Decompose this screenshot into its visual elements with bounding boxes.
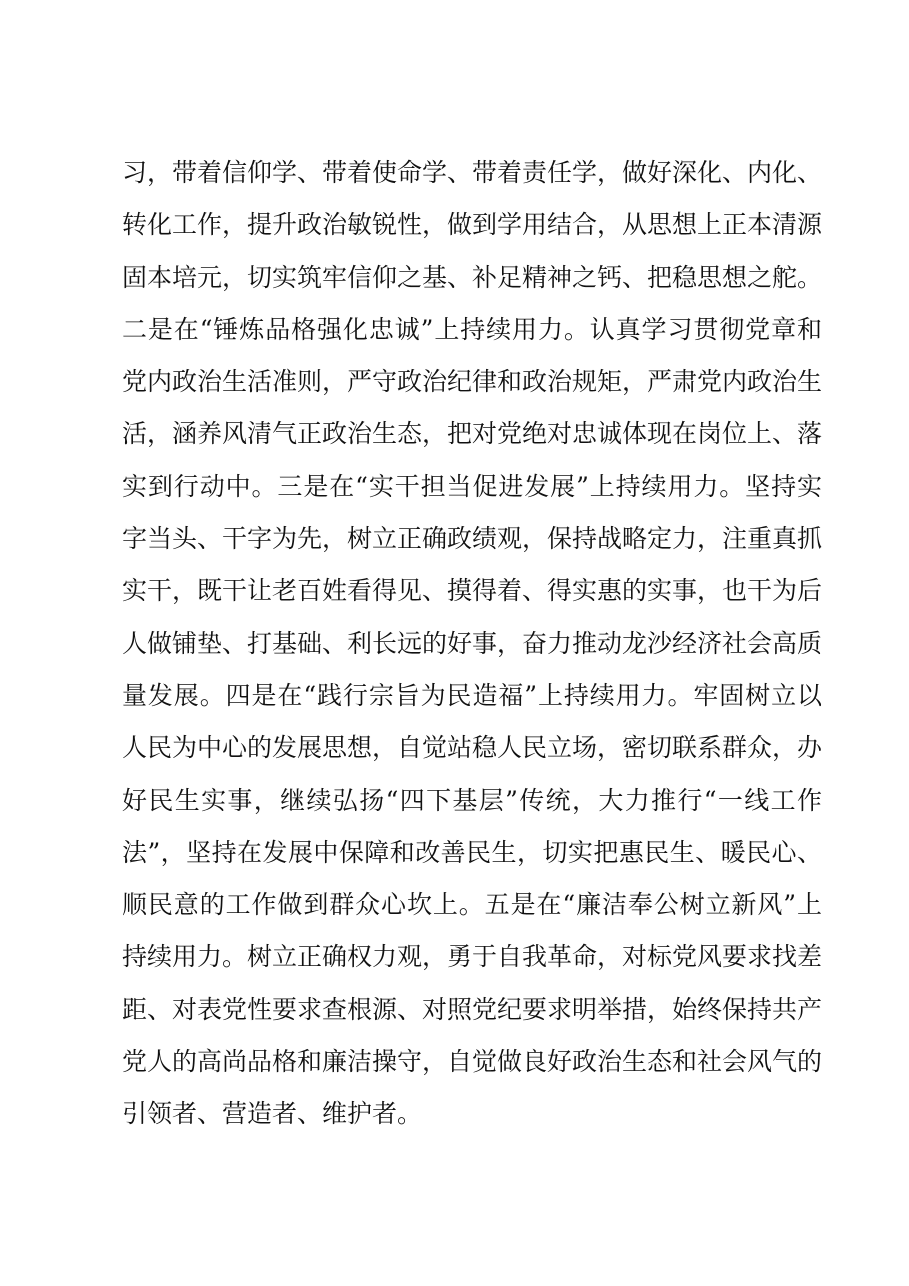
text-line: 党人的高尚品格和廉洁操守，自觉做良好政治生态和社会风气的 (122, 1047, 823, 1077)
text-line: 好民生实事，继续弘扬“四下基层”传统，大力推行“一线工作 (122, 785, 822, 815)
text-line: 实干，既干让老百姓看得见、摸得着、得实惠的实事，也干为后 (122, 576, 823, 606)
text-line: 实到行动中。三是在“实干担当促进发展”上持续用力。坚持实 (122, 471, 822, 501)
text-line: 量发展。四是在“践行宗旨为民造福”上持续用力。牢固树立以 (122, 680, 822, 710)
text-line: 人做铺垫、打基础、利长远的好事，奋力推动龙沙经济社会高质 (122, 628, 823, 658)
text-line: 持续用力。树立正确权力观，勇于自我革命，对标党风要求找差 (122, 942, 823, 972)
text-line: 二是在“锤炼品格强化忠诚”上持续用力。认真学习贯彻党章和 (122, 314, 822, 344)
text-line-last: 引领者、营造者、维护者。 (122, 1099, 423, 1129)
text-line: 转化工作，提升政治敏锐性，做到学用结合，从思想上正本清源 (122, 210, 823, 240)
text-line: 法”，坚持在发展中保障和改善民生，切实把惠民生、暖民心、 (122, 837, 822, 867)
text-line: 字当头、干字为先，树立正确政绩观，保持战略定力，注重真抓 (122, 524, 823, 554)
body-text (122, 158, 822, 1152)
text-line: 党内政治生活准则，严守政治纪律和政治规矩，严肃党内政治生 (122, 367, 823, 397)
text-line: 距、对表党性要求查根源、对照党纪要求明举措，始终保持共产 (122, 994, 823, 1024)
text-line: 顺民意的工作做到群众心坎上。五是在“廉洁奉公树立新风”上 (122, 890, 822, 920)
text-line: 人民为中心的发展思想，自觉站稳人民立场，密切联系群众，办 (122, 733, 823, 763)
text-line: 活，涵养风清气正政治生态，把对党绝对忠诚体现在岗位上、落 (122, 419, 823, 449)
text-line: 固本培元，切实筑牢信仰之基、补足精神之钙、把稳思想之舵。 (122, 262, 823, 292)
text-line: 习，带着信仰学、带着使命学、带着责任学，做好深化、内化、 (122, 158, 823, 187)
